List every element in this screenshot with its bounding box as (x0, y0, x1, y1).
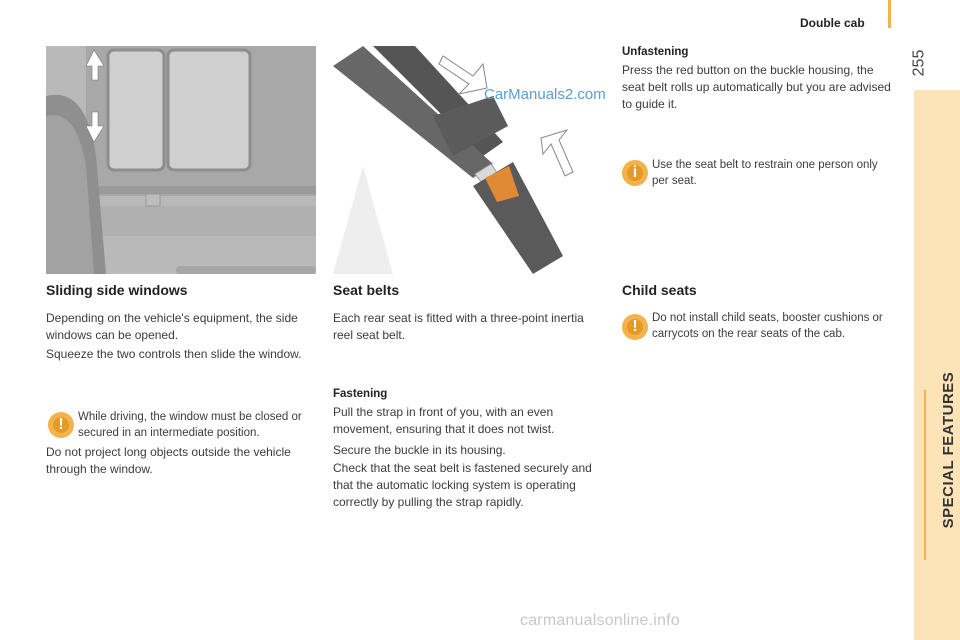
unfastening-title: Unfastening (622, 46, 689, 58)
section-title: Double cab (800, 16, 865, 30)
warning-icon: ! (48, 412, 74, 438)
sliding-windows-warning: While driving, the window must be closed or secured in an intermediate position. (78, 411, 302, 439)
sliding-windows-heading: Sliding side windows (46, 282, 188, 298)
sliding-windows-para3: Do not project long objects outside the vehicle through the window. (46, 445, 291, 476)
seat-belts-para1: Each rear seat is fitted with a three-point inertia reel seat belt. (333, 311, 584, 342)
header-accent-bar (888, 0, 891, 28)
page-number-text: 255 (910, 49, 928, 77)
chapter-tab-line (924, 390, 926, 560)
footer-watermark: carmanualsonline.info (520, 612, 680, 629)
info-icon: i (622, 160, 648, 186)
watermark: CarManuals2.com (484, 86, 606, 103)
child-seats-warning: Do not install child seats, booster cushions or carrycots on the rear seats of the cab. (652, 312, 883, 340)
warning-icon: ! (622, 314, 648, 340)
page-number (912, 42, 936, 82)
sliding-windows-para2: Squeeze the two controls then slide the window. (46, 347, 302, 361)
sliding-window-illustration (46, 46, 316, 274)
unfastening-info: Use the seat belt to restrain one person only per seat. (652, 159, 878, 187)
fastening-step3: Check that the seat belt is fastened securely and that the automatic locking system is operating correctly by pulling the strap rapidly. (333, 461, 592, 509)
fastening-step2: Secure the buckle in its housing. (333, 443, 506, 457)
unfastening-text: Press the red button on the buckle housing, the seat belt rolls up automatically but you are advised to guide it. (622, 63, 891, 111)
seat-belts-heading: Seat belts (333, 282, 400, 298)
sliding-windows-para1: Depending on the vehicle's equipment, the side windows can be opened. (46, 311, 298, 342)
seat-belt-illustration (333, 46, 605, 274)
chapter-tab-label: SPECIAL FEATURES (940, 371, 957, 529)
fastening-title: Fastening (333, 388, 388, 400)
chapter-tab (914, 90, 960, 640)
child-seats-heading: Child seats (622, 282, 697, 298)
fastening-step1: Pull the strap in front of you, with an even movement, ensuring that it does not twist. (333, 405, 555, 436)
